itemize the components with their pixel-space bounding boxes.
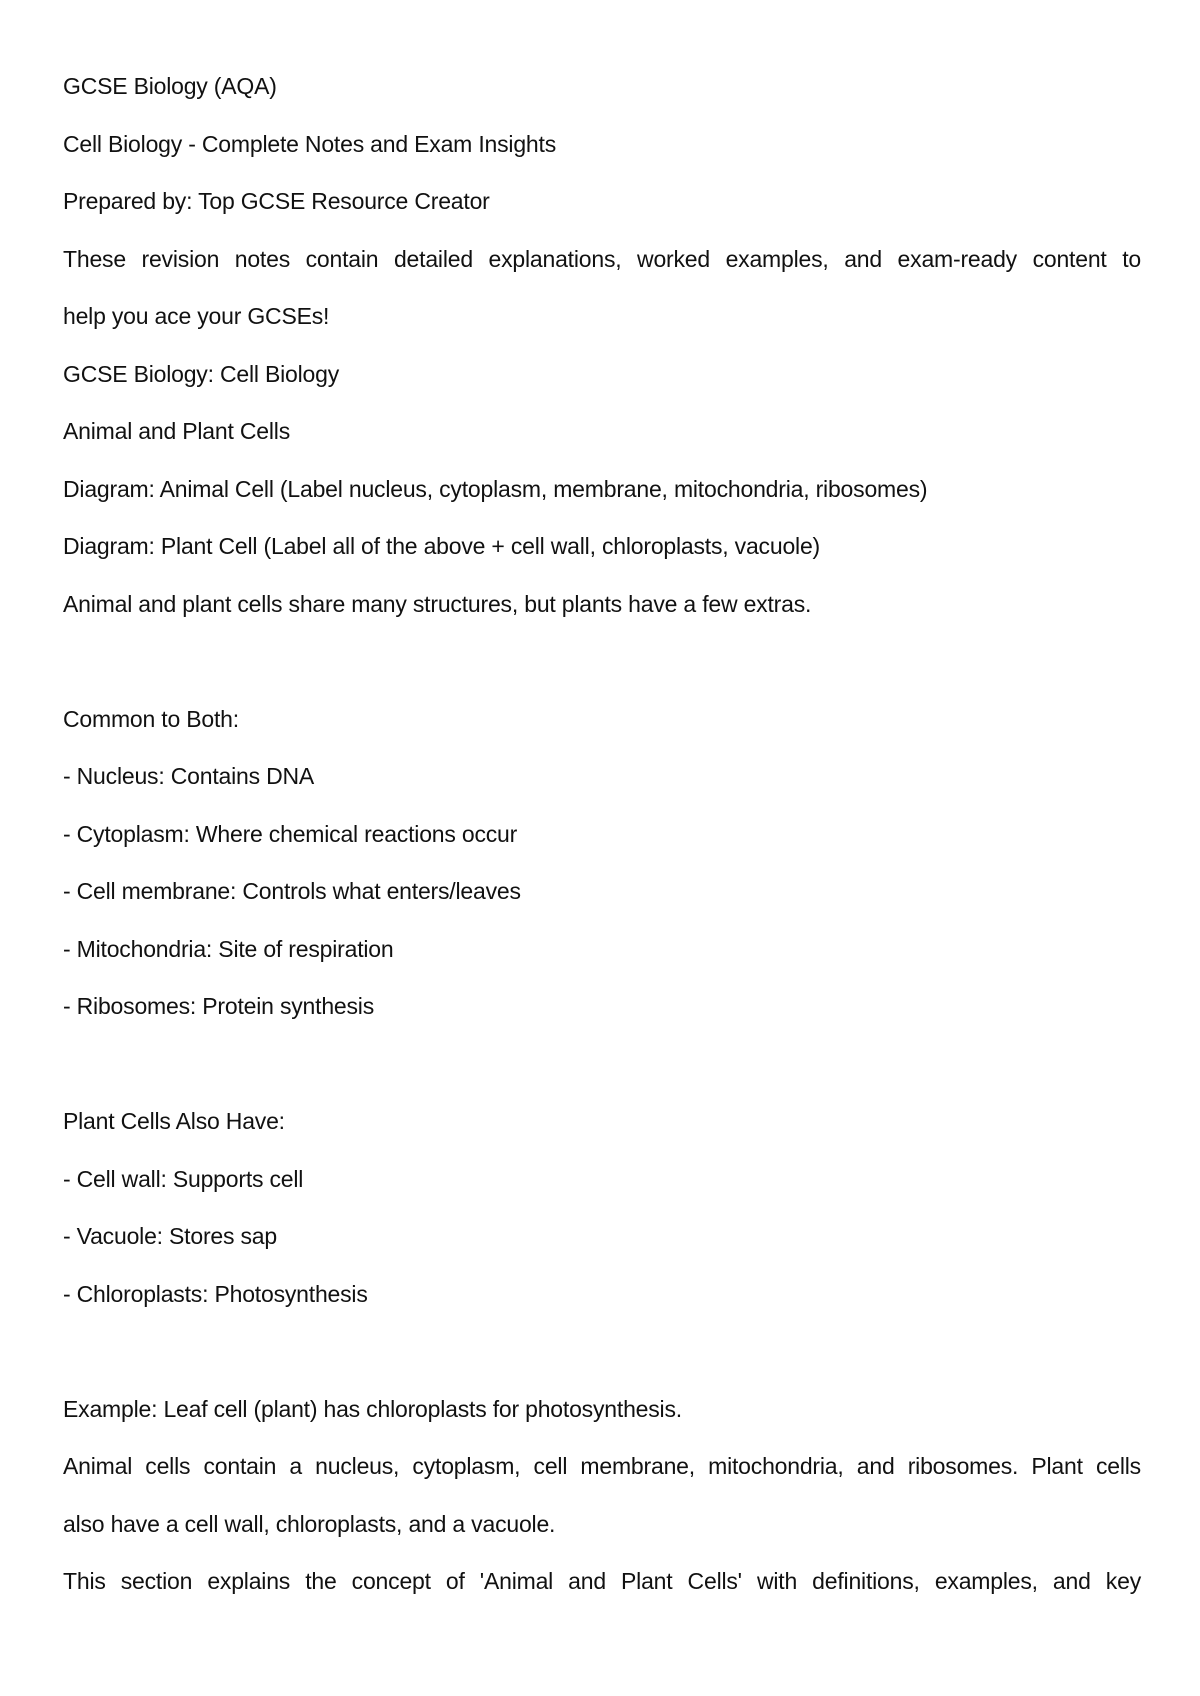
list-item-ribosomes: - Ribosomes: Protein synthesis (63, 993, 375, 1019)
document-subtitle: Cell Biology - Complete Notes and Exam Insights (63, 130, 556, 157)
example-text: Example: Leaf cell (plant) has chloroplasts for photosynthesis. (63, 1395, 682, 1422)
animal-cell-diagram-caption: Diagram: Animal Cell (Label nucleus, cytoplasm, membrane, mitochondria, ribosomes) (63, 475, 928, 502)
spacer (63, 641, 1141, 699)
section-heading: Animal and Plant Cells (63, 418, 290, 444)
summary-text-line-2: also have a cell wall, chloroplasts, and a vacuole. (63, 1510, 556, 1537)
author-line: Prepared by: Top GCSE Resource Creator (63, 188, 490, 214)
list-item-chloroplasts: - Chloroplasts: Photosynthesis (63, 1280, 368, 1307)
intro-text-line-2: help you ace your GCSEs! (63, 303, 330, 329)
topic-heading: GCSE Biology: Cell Biology (63, 360, 340, 387)
spacer (63, 1331, 1141, 1389)
common-structures-heading: Common to Both: (63, 705, 239, 732)
intro-text-line-1: These revision notes contain detailed explanations, worked examples, and exam-ready content to (63, 245, 1141, 272)
spacer (63, 1044, 1141, 1102)
list-item-cell-wall: - Cell wall: Supports cell (63, 1165, 304, 1192)
list-item-cytoplasm: - Cytoplasm: Where chemical reactions occur (63, 820, 518, 847)
closing-text-line-1: This section explains the concept of 'Animal and Plant Cells' with definitions, examples, and key (63, 1568, 1141, 1594)
list-item-nucleus: - Nucleus: Contains DNA (63, 763, 315, 789)
list-item-vacuole: - Vacuole: Stores sap (63, 1223, 277, 1249)
list-item-cell-membrane: - Cell membrane: Controls what enters/leaves (63, 878, 521, 904)
exam-board-title: GCSE Biology (AQA) (63, 73, 277, 99)
list-item-mitochondria: - Mitochondria: Site of respiration (63, 935, 394, 962)
plant-structures-heading: Plant Cells Also Have: (63, 1108, 285, 1134)
overview-text: Animal and plant cells share many structures, but plants have a few extras. (63, 590, 812, 617)
plant-cell-diagram-caption: Diagram: Plant Cell (Label all of the above + cell wall, chloroplasts, vacuole) (63, 533, 821, 559)
summary-text-line-1: Animal cells contain a nucleus, cytoplasm, cell membrane, mitochondria, and ribosomes. Plant cells (63, 1453, 1141, 1479)
document-body (63, 66, 1141, 1619)
